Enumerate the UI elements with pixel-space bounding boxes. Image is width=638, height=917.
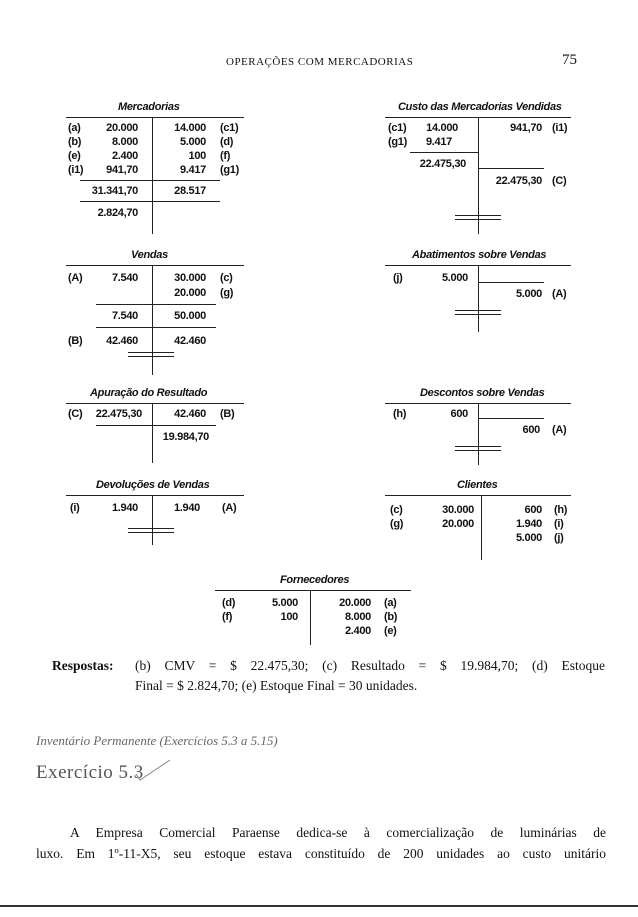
t-top-line (66, 403, 244, 404)
entry-value: 14.000 (174, 122, 206, 134)
entry-value: 8.000 (111, 136, 138, 148)
entry-ref: (g) (390, 518, 404, 530)
t-top-line (66, 265, 244, 266)
closing-double-line (455, 450, 501, 451)
entry-value: 22.475,30 (95, 408, 142, 420)
closing-double-line (455, 219, 501, 220)
entry-value: 941,70 (106, 164, 138, 176)
entry-ref: (c) (220, 272, 233, 284)
entry-value: 20.000 (339, 597, 371, 609)
entry-ref: (e) (384, 625, 397, 637)
entry-ref: (j) (393, 272, 403, 284)
total-line (96, 327, 216, 328)
entry-ref: (f) (220, 150, 231, 162)
entry-ref: (i1) (68, 164, 84, 176)
debit-total: 7.540 (111, 310, 138, 322)
closing-value: 42.460 (174, 335, 206, 347)
t-center-line (152, 265, 153, 375)
entry-ref: (d) (222, 597, 236, 609)
entry-ref: (g1) (388, 136, 407, 148)
final-balance: 19.984,70 (162, 431, 209, 443)
running-title: OPERAÇÕES COM MERCADORIAS (226, 56, 414, 68)
entry-ref: (c1) (220, 122, 239, 134)
account-title: Apuração do Resultado (90, 387, 208, 399)
section-title: Inventário Permanente (Exercícios 5.3 a 5.15) (36, 733, 278, 748)
closing-double-line (128, 356, 174, 357)
subtotal-line (96, 304, 216, 305)
entry-value: 600 (450, 408, 468, 420)
entry-ref: (i) (70, 502, 80, 514)
closing-ref: (A) (552, 288, 567, 300)
closing-double-line (455, 314, 501, 315)
entry-ref: (h) (554, 504, 568, 516)
t-top-line (66, 495, 244, 496)
entry-ref: (j) (554, 532, 564, 544)
entry-value: 1.940 (173, 502, 200, 514)
subtotal-line (80, 180, 220, 181)
final-balance: 2.824,70 (97, 207, 138, 219)
page-bottom-edge (0, 905, 638, 907)
t-center-line (478, 265, 479, 332)
t-center-line (481, 495, 482, 560)
entry-ref: (b) (384, 611, 398, 623)
closing-double-line (455, 310, 501, 311)
entry-value: 20.000 (174, 287, 206, 299)
credit-total: 28.517 (174, 185, 206, 197)
account-title: Vendas (131, 249, 168, 261)
entry-ref: (A) (222, 502, 237, 514)
closing-ref: (A) (552, 424, 567, 436)
debit-total: 31.341,70 (91, 185, 138, 197)
t-top-line (66, 117, 244, 118)
account-title: Clientes (457, 479, 498, 491)
closing-value: 42.460 (106, 335, 138, 347)
entry-value: 9.417 (425, 136, 452, 148)
t-top-line (385, 495, 571, 496)
entry-value: 600 (524, 504, 542, 516)
account-title: Custo das Mercadorias Vendidas (398, 101, 562, 113)
t-center-line (152, 403, 153, 463)
closing-value: 600 (522, 424, 540, 436)
entry-ref: (i) (554, 518, 564, 530)
subtotal-line (478, 168, 544, 169)
entry-ref: (A) (68, 272, 83, 284)
subtotal-line (478, 282, 544, 283)
entry-value: 20.000 (442, 518, 474, 530)
entry-ref: (f) (222, 611, 233, 623)
entry-ref: (e) (68, 150, 81, 162)
entry-value: 42.460 (174, 408, 206, 420)
entry-value: 14.000 (426, 122, 458, 134)
t-center-line (152, 495, 153, 545)
t-center-line (478, 117, 479, 234)
entry-value: 5.000 (441, 272, 468, 284)
closing-double-line (455, 215, 501, 216)
entry-ref: (a) (68, 122, 81, 134)
entry-value: 20.000 (106, 122, 138, 134)
exercise-title: Exercício 5.3 (36, 762, 144, 783)
t-center-line (152, 117, 153, 234)
entry-value: 8.000 (344, 611, 371, 623)
entry-value: 5.000 (271, 597, 298, 609)
t-center-line (310, 590, 311, 645)
page-number: 75 (562, 52, 577, 68)
t-top-line (215, 590, 411, 591)
entry-value: 30.000 (442, 504, 474, 516)
handwritten-check-mark (134, 758, 174, 782)
account-title: Descontos sobre Vendas (420, 387, 545, 399)
entry-ref: (g1) (220, 164, 239, 176)
closing-value: 5.000 (515, 288, 542, 300)
credit-total: 50.000 (174, 310, 206, 322)
entry-value: 2.400 (344, 625, 371, 637)
entry-value: 7.540 (111, 272, 138, 284)
entry-value: 1.940 (515, 518, 542, 530)
entry-value: 5.000 (515, 532, 542, 544)
account-title: Fornecedores (280, 574, 350, 586)
closing-double-line (455, 446, 501, 447)
closing-ref: (C) (552, 175, 567, 187)
entry-ref: (i1) (552, 122, 568, 134)
closing-value: 22.475,30 (495, 175, 542, 187)
entry-value: 5.000 (179, 136, 206, 148)
entry-value: 941,70 (510, 122, 542, 134)
entry-value: 100 (280, 611, 298, 623)
t-center-line (478, 403, 479, 465)
entry-ref: (b) (68, 136, 82, 148)
paragraph-line-1: A Empresa Comercial Paraense dedica-se à comercialização de luminárias de (70, 825, 606, 840)
answers-line-2: Final = $ 2.824,70; (e) Estoque Final = 30 unidades. (135, 678, 418, 693)
answers-line-1: (b) CMV = $ 22.475,30; (c) Resultado = $ 19.984,70; (d) Estoque (135, 658, 605, 673)
entry-ref: (d) (220, 136, 234, 148)
entry-ref: (c) (390, 504, 403, 516)
entry-ref: (g) (220, 287, 234, 299)
entry-ref: (C) (68, 408, 83, 420)
account-title: Abatimentos sobre Vendas (412, 249, 547, 261)
closing-ref: (B) (68, 335, 83, 347)
entry-value: 1.940 (111, 502, 138, 514)
account-title: Mercadorias (118, 101, 180, 113)
account-title: Devoluções de Vendas (96, 479, 210, 491)
debit-total: 22.475,30 (419, 158, 466, 170)
total-line (80, 201, 220, 202)
entry-value: 30.000 (174, 272, 206, 284)
entry-ref: (h) (393, 408, 407, 420)
answers-label: Respostas: (52, 658, 114, 673)
entry-value: 100 (188, 150, 206, 162)
closing-double-line (128, 528, 174, 529)
entry-ref: (c1) (388, 122, 407, 134)
subtotal-line (478, 418, 544, 419)
entry-ref: (B) (220, 408, 235, 420)
entry-value: 9.417 (179, 164, 206, 176)
entry-value: 2.400 (111, 150, 138, 162)
closing-double-line (128, 352, 174, 353)
subtotal-line (410, 152, 478, 153)
subtotal-line (96, 425, 216, 426)
closing-double-line (128, 532, 174, 533)
paragraph-line-2: luxo. Em 1º-11-X5, seu estoque estava constituído de 200 unidades ao custo unitário (36, 846, 606, 861)
entry-ref: (a) (384, 597, 397, 609)
